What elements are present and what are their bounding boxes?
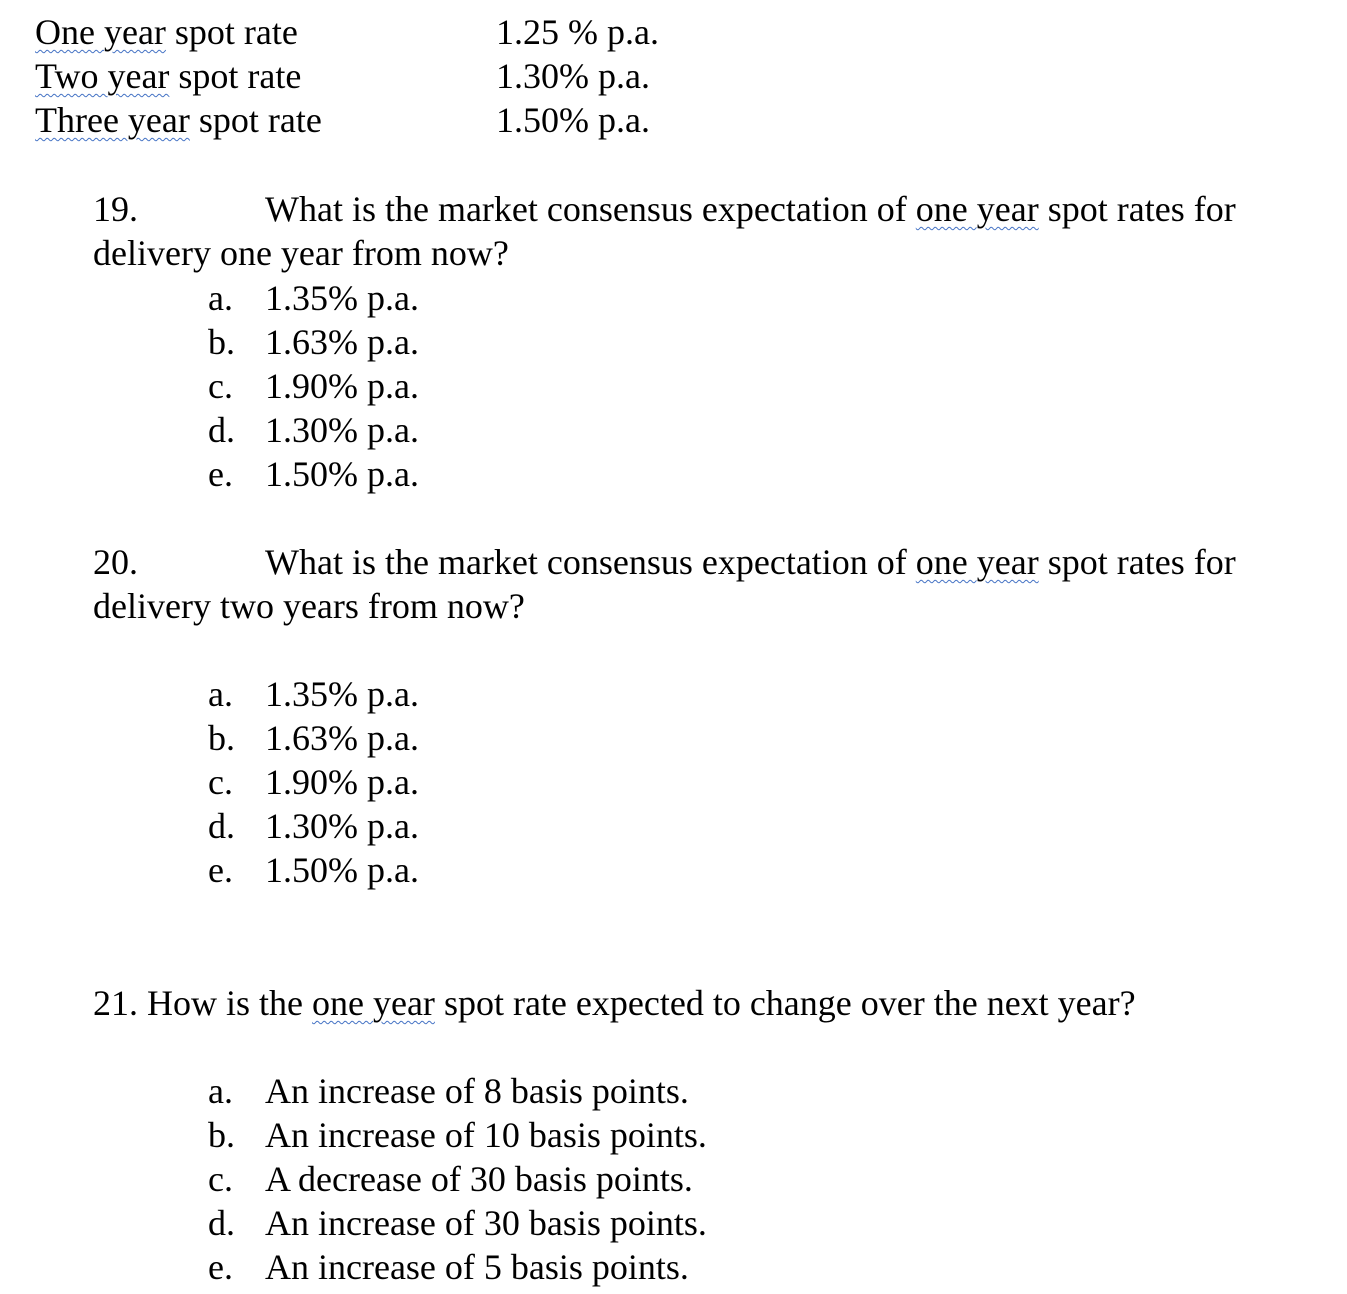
question-text-marked: one year xyxy=(915,189,1039,229)
question-number: 19. xyxy=(93,189,138,229)
question-text-marked: one year xyxy=(915,542,1039,582)
option-text: An increase of 8 basis points. xyxy=(265,1071,689,1111)
question-text-continuation: delivery two years from now? xyxy=(93,586,525,626)
rate-label-rest: spot rate xyxy=(165,12,298,52)
option-letter: e. xyxy=(208,850,233,890)
question-text-before: 21. How is the xyxy=(93,983,312,1023)
option-text: 1.63% p.a. xyxy=(265,718,419,758)
rate-label-two-year xyxy=(35,58,301,94)
option-letter: b. xyxy=(208,1115,235,1155)
rate-label-marked: One year xyxy=(35,12,166,52)
option-letter: b. xyxy=(208,718,235,758)
rate-label-marked: Three year xyxy=(35,100,190,140)
rate-label-rest: spot rate xyxy=(189,100,322,140)
option-text: An increase of 30 basis points. xyxy=(265,1203,707,1243)
option-letter: c. xyxy=(208,762,233,802)
option-text: An increase of 5 basis points. xyxy=(265,1247,689,1287)
option-text: An increase of 10 basis points. xyxy=(265,1115,707,1155)
question-number: 20. xyxy=(93,542,138,582)
question-text xyxy=(93,985,1136,1021)
rate-label-one-year xyxy=(35,14,298,50)
option-letter: a. xyxy=(208,674,233,714)
rate-value-one-year: 1.25 % p.a. xyxy=(496,12,659,52)
rate-label-three-year xyxy=(35,102,322,138)
question-text-after: spot rate expected to change over the next year? xyxy=(434,983,1136,1023)
question-text-after: spot rates for xyxy=(1038,542,1236,582)
option-text: 1.90% p.a. xyxy=(265,762,419,802)
rate-value-two-year: 1.30% p.a. xyxy=(496,56,650,96)
question-text-after: spot rates for xyxy=(1038,189,1236,229)
option-text: 1.50% p.a. xyxy=(265,850,419,890)
option-letter: a. xyxy=(208,1071,233,1111)
question-text-before: What is the market consensus expectation of xyxy=(265,189,916,229)
option-letter: c. xyxy=(208,366,233,406)
option-letter: e. xyxy=(208,454,233,494)
option-text: 1.35% p.a. xyxy=(265,278,419,318)
option-letter: d. xyxy=(208,806,235,846)
question-text xyxy=(265,191,1236,227)
rate-label-rest: spot rate xyxy=(169,56,302,96)
option-letter: d. xyxy=(208,410,235,450)
option-text: 1.35% p.a. xyxy=(265,674,419,714)
option-text: A decrease of 30 basis points. xyxy=(265,1159,693,1199)
option-letter: b. xyxy=(208,322,235,362)
rate-value-three-year: 1.50% p.a. xyxy=(496,100,650,140)
option-text: 1.30% p.a. xyxy=(265,806,419,846)
option-letter: d. xyxy=(208,1203,235,1243)
option-letter: c. xyxy=(208,1159,233,1199)
question-text-before: What is the market consensus expectation of xyxy=(265,542,916,582)
option-letter: e. xyxy=(208,1247,233,1287)
question-text-marked: one year xyxy=(312,983,435,1023)
option-text: 1.63% p.a. xyxy=(265,322,419,362)
option-text: 1.50% p.a. xyxy=(265,454,419,494)
option-text: 1.30% p.a. xyxy=(265,410,419,450)
rate-label-marked: Two year xyxy=(35,56,170,96)
question-text xyxy=(265,544,1236,580)
question-text-continuation: delivery one year from now? xyxy=(93,233,509,273)
option-letter: a. xyxy=(208,278,233,318)
option-text: 1.90% p.a. xyxy=(265,366,419,406)
